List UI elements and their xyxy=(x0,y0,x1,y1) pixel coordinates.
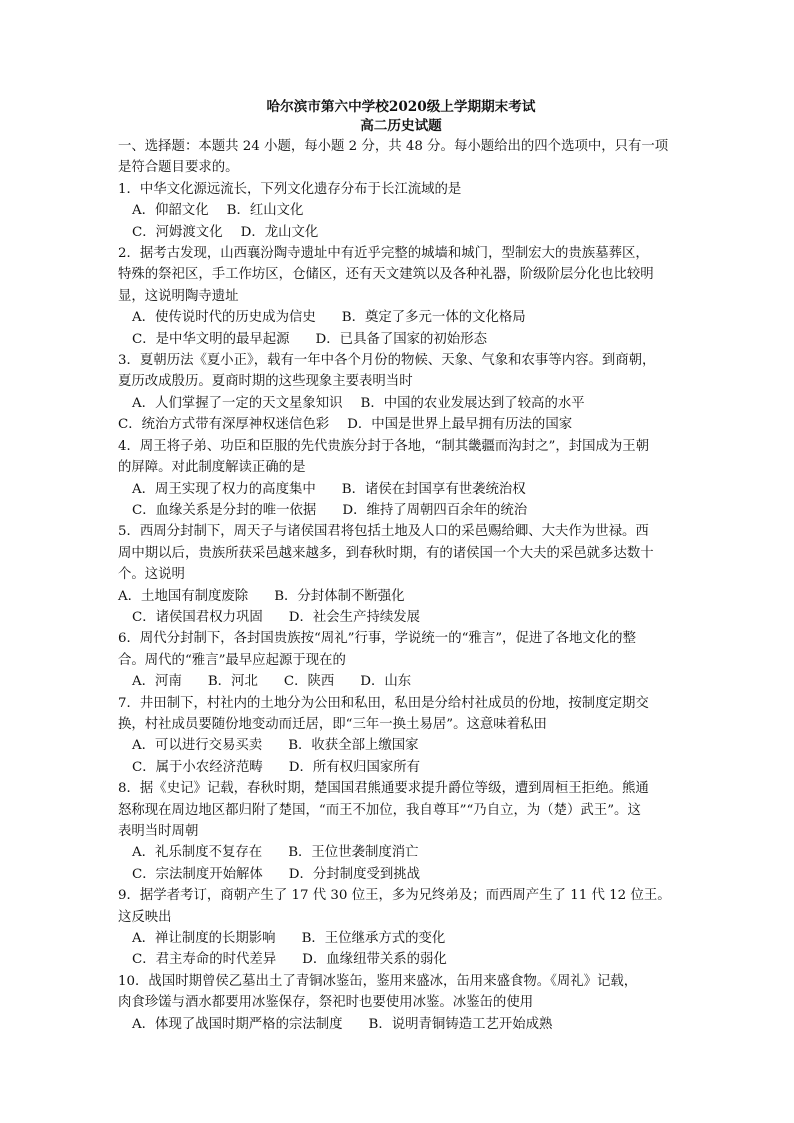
options-row xyxy=(118,329,684,350)
question-7 xyxy=(118,693,684,779)
options-row xyxy=(118,949,684,970)
option-a: A．禅让制度的长期影响 xyxy=(132,931,276,947)
question-9 xyxy=(118,885,684,971)
options-row xyxy=(118,479,684,500)
question-4 xyxy=(118,436,684,522)
option-d: D．中国是世界上最早拥有历法的国家 xyxy=(347,417,573,433)
option-c: C．统治方式带有深厚神权迷信色彩 xyxy=(118,417,330,433)
question-stem: 表明当时周朝 xyxy=(118,824,199,839)
option-b: B．奠定了多元一体的文化格局 xyxy=(341,310,526,326)
option-c: C．血缘关系是分封的唯一依据 xyxy=(132,502,317,518)
options-row xyxy=(118,757,684,778)
options-row xyxy=(118,928,684,949)
question-stem: 9．据学者考订，商朝产生了 17 代 30 位王，多为兄终弟及；而西周产生了 11 代 12 位王。 xyxy=(118,888,671,904)
question-stem: 6．周代分封制下，各封国贵族按“周礼”行事，学说统一的“雅言”，促进了各地文化的整 xyxy=(118,631,636,647)
option-c: C．诸侯国君权力巩固 xyxy=(132,609,263,625)
options-row xyxy=(118,586,684,607)
option-d: D．血缘纽带关系的弱化 xyxy=(302,952,447,968)
option-b: B．红山文化 xyxy=(226,203,304,219)
question-1 xyxy=(118,179,684,243)
option-d: D．山东 xyxy=(360,674,412,690)
options-row xyxy=(118,1014,684,1035)
section-instructions xyxy=(118,136,684,179)
question-stem: 5．西周分封制下，周天子与诸侯国君将包括土地及人口的采邑赐给卿、大夫作为世禄。西 xyxy=(118,524,649,540)
question-stem: 4．周王将子弟、功臣和臣服的先代贵族分封于各地，“制其畿疆而沟封之”，封国成为王朝 xyxy=(118,438,650,454)
option-c: C．宗法制度开始解体 xyxy=(132,866,263,882)
options-row xyxy=(118,200,684,221)
option-b: B．分封体制不断强化 xyxy=(274,588,405,604)
options-row xyxy=(118,500,684,521)
question-stem: 怒称现在周边地区都归附了楚国，“而王不加位，我自尊耳”“乃自立，为（楚）武王”。这 xyxy=(118,802,641,818)
option-d: D．社会生产持续发展 xyxy=(288,609,421,625)
option-a: A．礼乐制度不复存在 xyxy=(132,845,263,861)
question-stem: 显，这说明陶寺遗址 xyxy=(118,288,239,304)
option-b: B．中国的农业发展达到了较高的水平 xyxy=(360,395,585,411)
question-stem: 个。这说明 xyxy=(118,567,185,583)
options-row xyxy=(118,307,684,328)
option-a: A．可以进行交易买卖 xyxy=(132,738,263,754)
option-a: A．人们掌握了一定的天文星象知识 xyxy=(132,395,343,411)
question-stem: 肉食珍馐与酒水都要用冰鉴保存，祭祀时也要使用冰鉴。冰鉴缶的使用 xyxy=(118,995,534,1011)
instruction-line: 一、选择题：本题共 24 小题，每小题 2 分，共 48 分。每小题给出的四个选项中，只有一项 xyxy=(118,139,669,154)
option-a: A．体现了战国时期严格的宗法制度 xyxy=(132,1016,343,1032)
question-stem: 1．中华文化源远流长，下列文化遗存分布于长江流域的是 xyxy=(118,181,462,197)
school-title: 哈尔滨市第六中学校2020级上学期期末考试 xyxy=(266,99,536,115)
instruction-line: 是符合题目要求的。 xyxy=(118,160,239,176)
question-stem: 换，村社成员要随份地变动而迁居，即“三年一换土易居”。这意味着私田 xyxy=(118,716,547,732)
options-row xyxy=(118,414,684,435)
option-d: D．已具备了国家的初始形态 xyxy=(315,331,487,347)
option-c: C．陕西 xyxy=(283,674,335,690)
question-stem: 夏历改成殷历。夏商时期的这些现象主要表明当时 xyxy=(118,374,413,390)
question-stem: 3．夏朝历法《夏小正》，载有一年中各个月份的物候、天象、气象和农事等内容。到商朝， xyxy=(118,353,656,369)
options-row xyxy=(118,607,684,628)
options-row xyxy=(118,671,684,692)
question-10 xyxy=(118,971,684,1035)
option-b: B．说明青铜铸造工艺开始成熟 xyxy=(368,1016,553,1032)
option-b: B．王位世袭制度消亡 xyxy=(288,845,419,861)
question-stem: 周中期以后，贵族所获采邑越来越多，到春秋时期，有的诸侯国一个大夫的采邑就多达数十 xyxy=(118,545,654,561)
option-b: B．诸侯在封国享有世袭统治权 xyxy=(341,481,526,497)
question-stem: 8．据《史记》记载，春秋时期，楚国国君熊通要求提升爵位等级，遭到周桓王拒绝。熊通 xyxy=(118,781,649,797)
question-stem: 合。周代的“雅言”最早应起源于现在的 xyxy=(118,652,346,668)
option-c: C．属于小农经济范畴 xyxy=(132,759,263,775)
question-stem: 2．据考古发现，山西襄汾陶寺遗址中有近乎完整的城墙和城门，型制宏大的贵族墓葬区， xyxy=(118,246,649,262)
option-b: B．河北 xyxy=(207,674,258,690)
option-c: C．是中华文明的最早起源 xyxy=(132,331,290,347)
exam-page xyxy=(118,98,684,1035)
option-c: C．河姆渡文化 xyxy=(132,224,223,240)
option-d: D．分封制度受到挑战 xyxy=(288,866,421,882)
option-b: B．收获全部上缴国家 xyxy=(288,738,419,754)
question-stem: 10．战国时期曾侯乙墓出土了青铜冰鉴缶，鉴用来盛冰，缶用来盛食物。《周礼》记载， xyxy=(118,973,638,989)
question-3 xyxy=(118,350,684,436)
options-row xyxy=(118,842,684,863)
option-d: D．龙山文化 xyxy=(240,224,319,240)
options-row xyxy=(118,735,684,756)
question-stem: 这反映出 xyxy=(118,909,172,925)
question-2 xyxy=(118,243,684,350)
option-c: C．君主寿命的时代差异 xyxy=(132,952,277,968)
option-a: A．周王实现了权力的高度集中 xyxy=(132,481,316,497)
option-a: A．仰韶文化 xyxy=(132,203,209,219)
question-6 xyxy=(118,628,684,692)
option-a: A．河南 xyxy=(132,674,182,690)
option-a: A．土地国有制度废除 xyxy=(118,588,249,604)
option-b: B．王位继承方式的变化 xyxy=(301,931,446,947)
options-row xyxy=(118,864,684,885)
question-stem: 的屏障。对此制度解读正确的是 xyxy=(118,460,306,476)
option-d: D．维持了周朝四百余年的统治 xyxy=(342,502,528,518)
question-stem: 特殊的祭祀区，手工作坊区，仓储区，还有天文建筑以及各种礼器，阶级阶层分化也比较明 xyxy=(118,267,654,283)
options-row xyxy=(118,222,684,243)
options-row xyxy=(118,393,684,414)
question-8 xyxy=(118,778,684,885)
option-a: A．使传说时代的历史成为信史 xyxy=(132,310,316,326)
question-5 xyxy=(118,521,684,628)
option-d: D．所有权归国家所有 xyxy=(288,759,421,775)
subject-title: 高二历史试题 xyxy=(360,118,442,134)
question-stem: 7．井田制下，村社内的土地分为公田和私田，私田是分给村社成员的份地，按制度定期交 xyxy=(118,695,649,711)
